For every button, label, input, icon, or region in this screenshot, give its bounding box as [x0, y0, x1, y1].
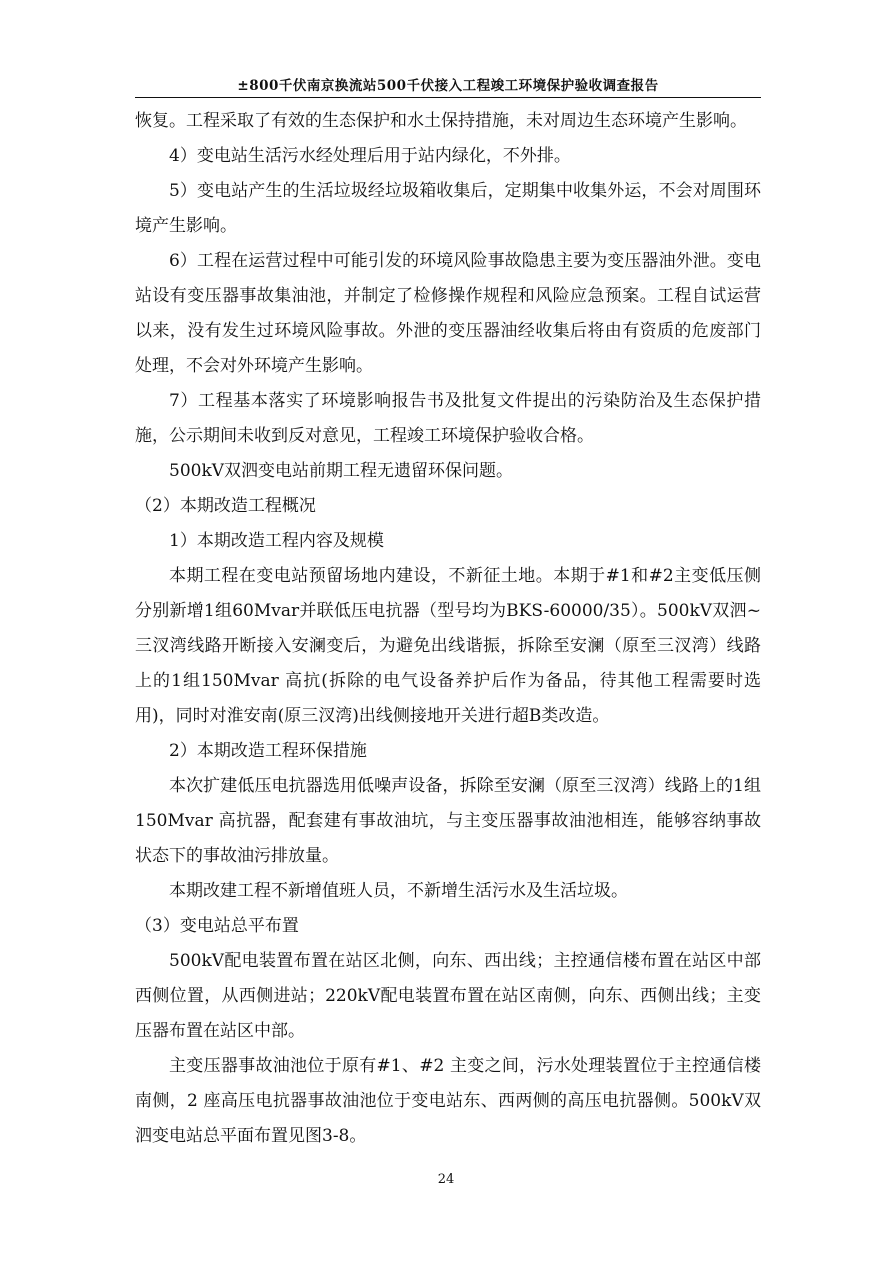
section-heading-3: （3）变电站总平布置 — [135, 916, 299, 936]
paragraph-item-6: 6）工程在运营过程中可能引发的环境风险事故隐患主要为变压器油外泄。变电站设有变压器事故集油池，并制定了检修操作规程和风险应急预案。工程自试运营以来，没有发生过环境风险事故。外泄的变压器油经收集后将由有资质的危废部门处理，不会对外环境产生影响。 — [135, 251, 761, 376]
paragraph-no-legacy-issues: 500kV双泗变电站前期工程无遗留环保问题。 — [169, 461, 514, 481]
header-rule — [135, 97, 761, 98]
paragraph-item-4: 4）变电站生活污水经处理后用于站内绿化，不外排。 — [169, 146, 571, 166]
paragraph-item-7: 7）工程基本落实了环境影响报告书及批复文件提出的污染防治及生态保护措施，公示期间未收到反对意见，工程竣工环境保护验收合格。 — [135, 391, 761, 446]
paragraph-scope: 本期工程在变电站预留场地内建设，不新征土地。本期于#1和#2主变低压侧分别新增1组60Mvar并联低压电抗器（型号均为BKS-60000/35）。500kV双泗~三汊湾线路开断接入安澜变后，为避免出线谐振，拆除至安澜（原至三汊湾）线路上的1组150Mvar 高抗(拆除的电气设备养护后作为备品，待其他工程需要时选用)，同时对淮安南(原三汊湾)出线侧接地开关进行超B类改造。 — [135, 566, 761, 726]
paragraph-oil-pits: 主变压器事故油池位于原有#1、#2 主变之间，污水处理装置位于主控通信楼南侧，2 座高压电抗器事故油池位于变电站东、西两侧的高压电抗器侧。500kV双泗变电站总平面布置见图3-8。 — [135, 1056, 761, 1146]
paragraph-layout: 500kV配电装置布置在站区北侧，向东、西出线；主控通信楼布置在站区中部西侧位置，从西侧进站；220kV配电装置布置在站区南侧，向东、西侧出线；主变压器布置在站区中部。 — [135, 951, 761, 1041]
running-header: ±800千伏南京换流站500千伏接入工程竣工环境保护验收调查报告 — [237, 78, 659, 94]
body-text — [135, 104, 761, 1154]
section-heading-2: （2）本期改造工程概况 — [135, 496, 316, 516]
paragraph-item-5: 5）变电站产生的生活垃圾经垃圾箱收集后，定期集中收集外运，不会对周围环境产生影响。 — [135, 181, 761, 236]
subheading-scope: 1）本期改造工程内容及规模 — [169, 531, 384, 551]
page-number: 24 — [437, 1172, 455, 1187]
paragraph-measures: 本次扩建低压电抗器选用低噪声设备，拆除至安澜（原至三汊湾）线路上的1组150Mvar 高抗器，配套建有事故油坑，与主变压器事故油池相连，能够容纳事故状态下的事故油污排放量。 — [135, 776, 761, 866]
subheading-measures: 2）本期改造工程环保措施 — [169, 741, 367, 761]
paragraph-continuation: 恢复。工程采取了有效的生态保护和水土保持措施，未对周边生态环境产生影响。 — [135, 111, 747, 131]
paragraph-staffing: 本期改建工程不新增值班人员，不新增生活污水及生活垃圾。 — [169, 881, 628, 901]
